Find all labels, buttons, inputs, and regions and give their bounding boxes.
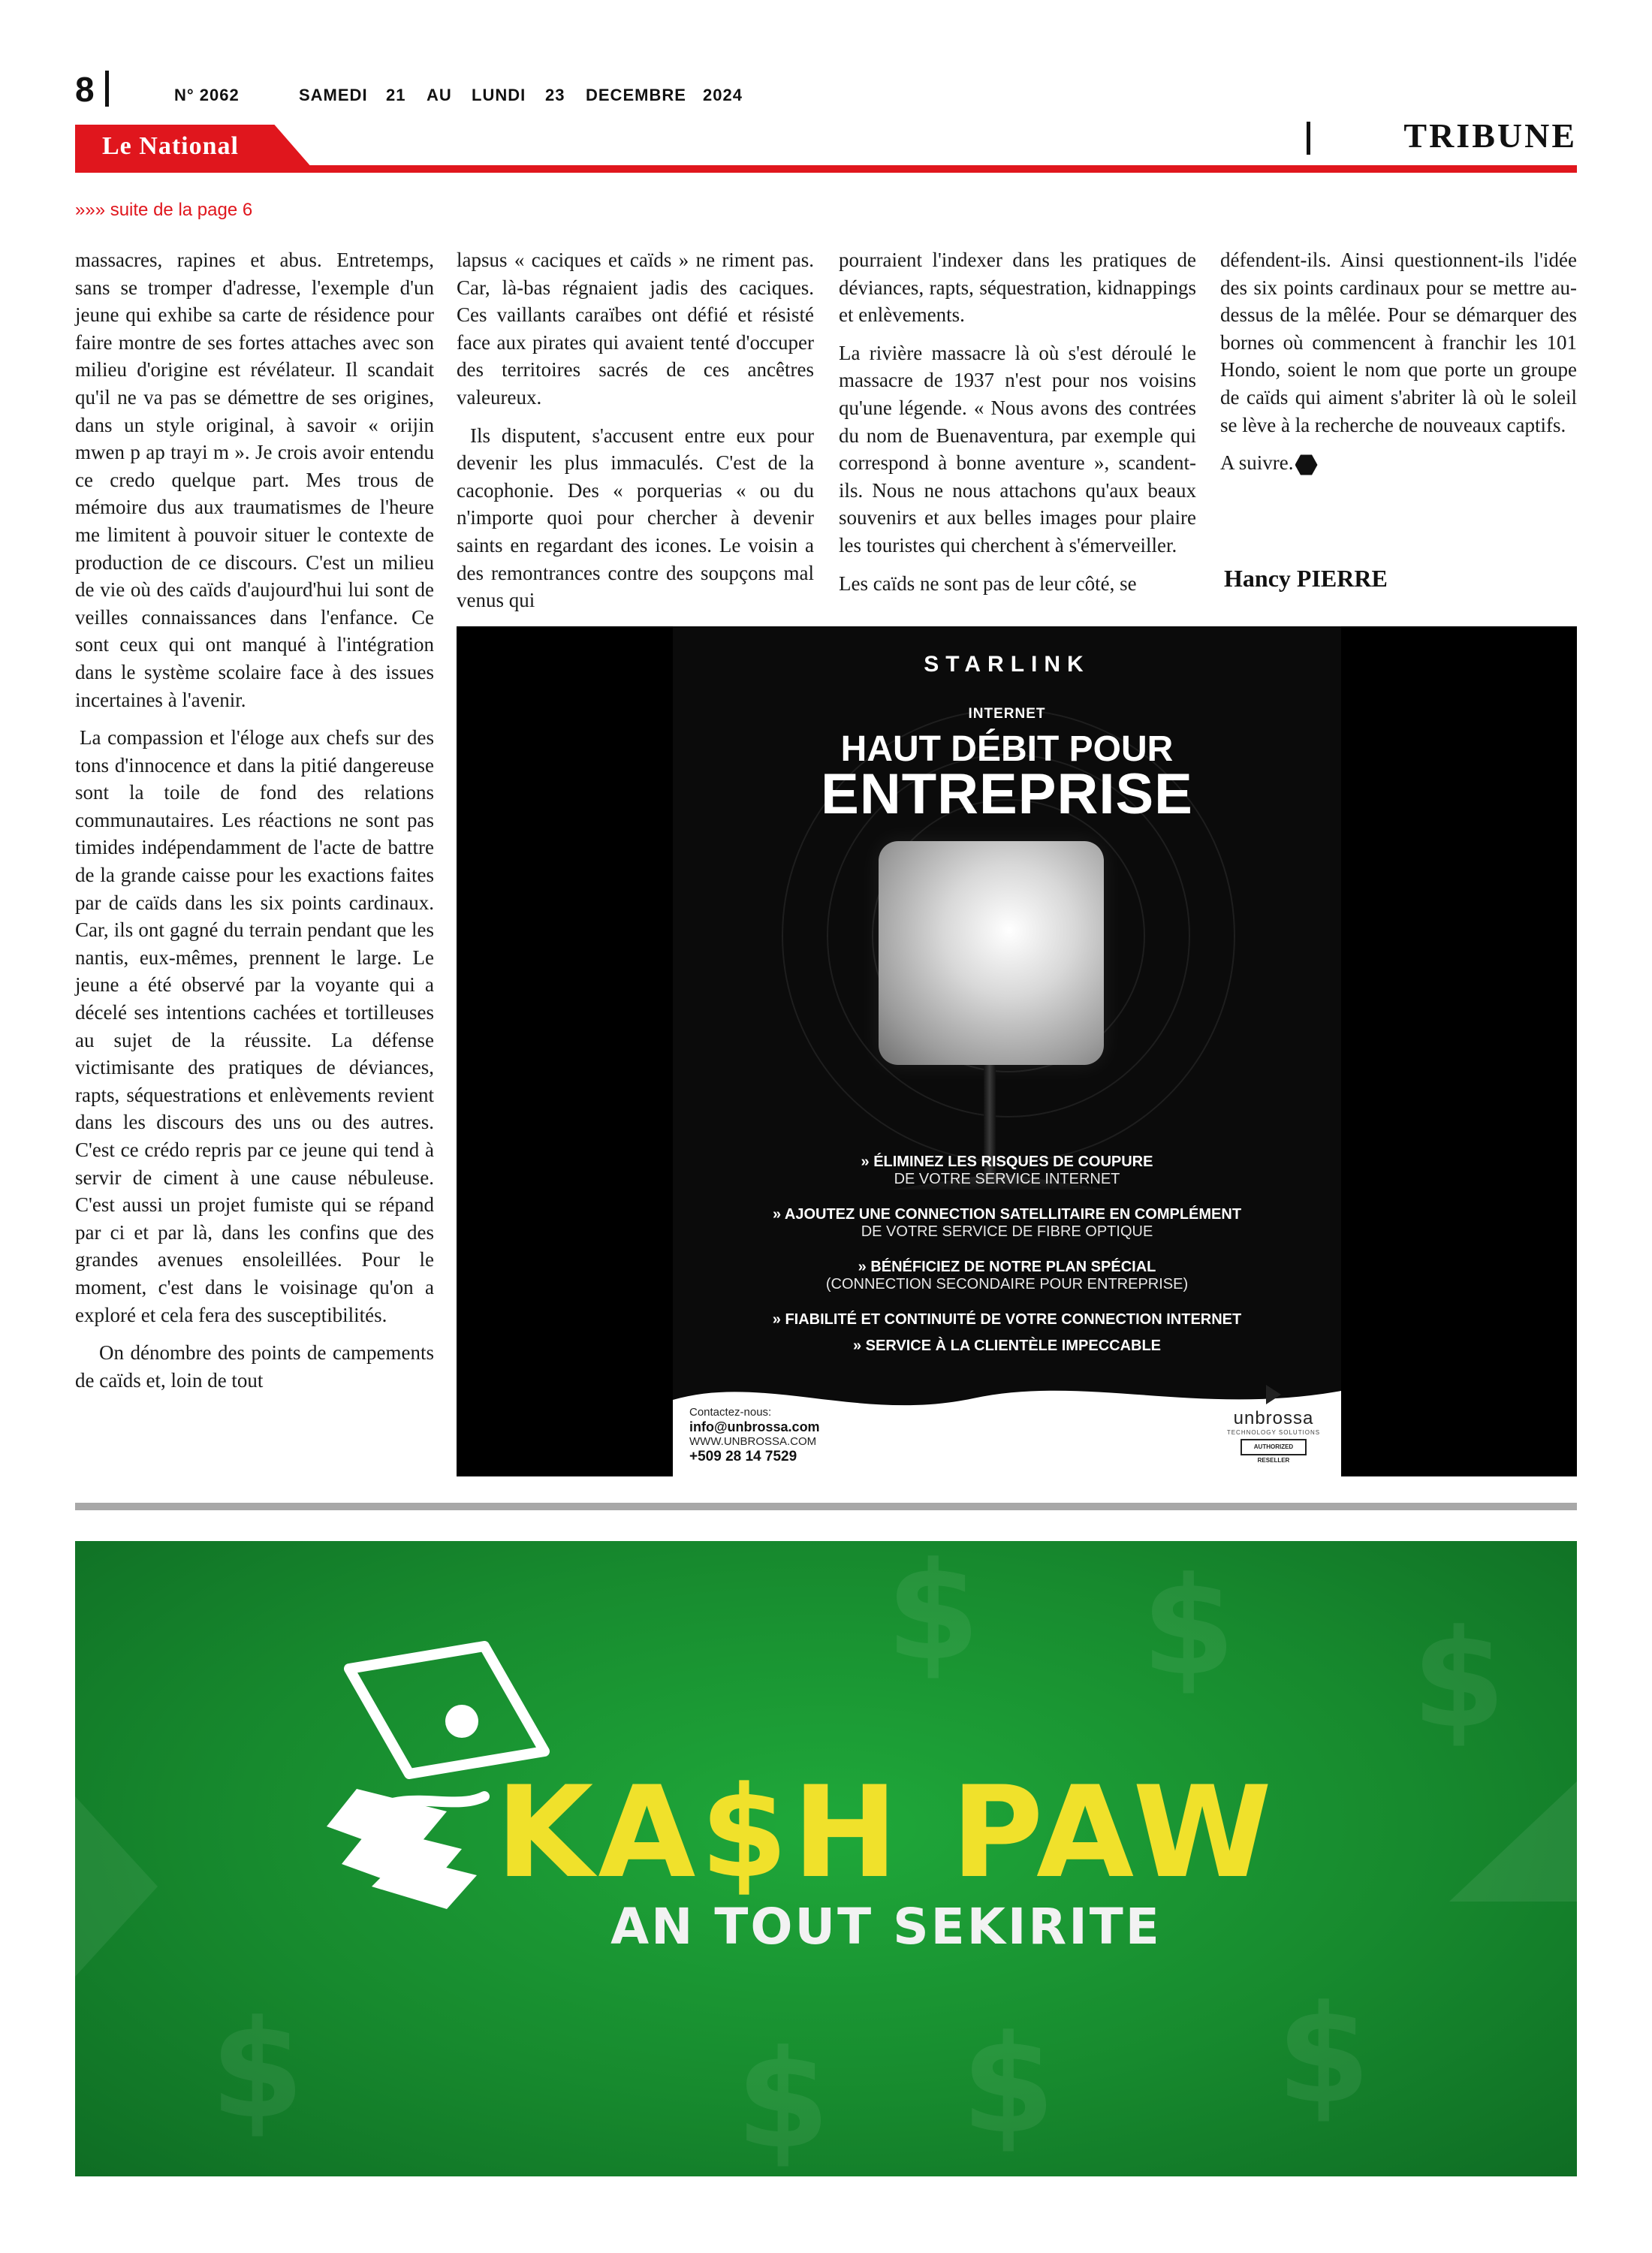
ad-kicker: INTERNET [968,706,1046,722]
dollar-pattern-icon: $ [1277,1977,1371,2134]
feature-item-detail: DE VOTRE SERVICE INTERNET [894,1171,1120,1187]
starlink-wordmark: STARLINK [924,652,1090,677]
date-num-end: 23 [545,86,565,104]
satellite-dish-icon [879,841,1104,1065]
dollar-pattern-icon: $ [1141,1549,1236,1706]
ad-headline-line-1: HAUT DÉBIT POUR [840,729,1174,769]
feature-item: » FIABILITÉ ET CONTINUITÉ DE VOTRE CONNECTION INTERNET [772,1311,1242,1328]
dollar-pattern-icon: $ [210,1992,305,2149]
reseller-logo [1221,1385,1326,1464]
date-year: 2024 [703,86,743,104]
reseller-badge: AUTHORIZED RESELLER [1241,1439,1307,1455]
paragraph: La compassion et l'éloge aux chefs sur des tons d'innocence et dans la pitié dangereuse sont la toile de fond des relations communautaires. Les réactions ne sont pas timides indépendamment de l'acte de battre de la grande caisse pour les exactions faites par de caïds dans les six points cardinaux. Car, ils ont gagné du terrain pendant que les nantis, eux-mêmes, prennent le large. Le jeune a été observé par la voyante qui a décelé ses intentions cachées et tortilleuses au sujet de la réussite. La défense victimisante des pratiques de déviances, rapts, séquestrations et enlèvements revient dans les discours des uns ou des autres. C'est ce crédo repris par ce jeune qui tend à servir de ciment à une cause nébuleuse. C'est aussi un projet fumiste qui se répand par ci et par là, dans les confins que des grandes avenues ensoleillées. Pour le moment, c'est dans le voisinage qu'on a exploré et cela fera des susceptibilités. [75,726,434,1326]
date-au: AU [427,86,452,104]
dollar-pattern-icon: $ [886,1541,981,1691]
end-mark-icon [1295,454,1318,476]
dollar-pattern-icon: $ [961,2007,1056,2164]
paragraph: lapsus « caciques et caïds » ne riment pas. Car, là-bas régnaient jadis des caciques. Ces vaillants caraïbes ont défié et résisté face aux pirates qui avaient tenté d'occuper des territoires sacrés de ces ancêtres valeureux. [457,249,814,409]
ad-panel [673,626,1341,1476]
dollar-pattern-icon: $ [1412,1601,1506,1758]
kashpaw-tagline: AN TOUT SEKIRITE [610,1898,1162,1956]
date-month: DECEMBRE [586,86,686,104]
paragraph: pourraient l'indexer dans les pratiques de déviances, rapts, séquestration, kidnappings et enlèvements. [839,249,1196,327]
dollar-pattern-icon: $ [736,2022,831,2176]
article-column-2 [457,246,814,625]
reseller-tagline: TECHNOLOGY SOLUTIONS [1226,1429,1321,1436]
paragraph: La rivière massacre là où s'est déroulé le massacre de 1937 n'est pour nos voisins qu'une légende. « Nous avons des contrées du nom de Buenaventura, par exemple qui correspond à bonne aventure », scandent-ils. Nous ne nous attachons qu'aux beaux souvenirs et aux belles images pour plaire les touristes qui cherchent à s'émerveiller. [839,341,1196,556]
play-logo-icon [1266,1385,1281,1404]
paragraph: On dénombre des points de campements de caïds et, loin de tout [75,1341,434,1392]
feature-item: » BÉNÉFICIEZ DE NOTRE PLAN SPÉCIAL [858,1259,1156,1275]
ad-divider [75,1503,1577,1510]
continued-from-link[interactable]: »»» suite de la page 6 [75,200,253,220]
contact-email-link[interactable]: info@unbrossa.com [689,1419,820,1434]
date-day-end: LUNDI [472,86,526,104]
paragraph: Les caïds ne sont pas de leur côté, se [839,572,1137,595]
article-column-3 [839,246,1196,608]
to-follow-note [1220,449,1577,477]
paragraph: Ils disputent, s'accusent entre eux pour devenir les plus immaculés. C'est de la cacophonie. Des « porquerias « ou du n'importe quoi pour chercher à devenir saints en regardant des icones. Le voisin a des remontrances contre des soupçons mal venus qui [457,424,814,612]
header-rule [75,165,1577,173]
starlink-advertisement[interactable] [457,626,1577,1476]
feature-item-detail: (CONNECTION SECONDAIRE POUR ENTREPRISE) [825,1276,1189,1292]
kashpaw-title: KA$H PAW [496,1759,1277,1906]
feature-item: » SERVICE À LA CLIENTÈLE IMPECCABLE [852,1338,1162,1354]
article-column-1 [75,246,434,1404]
ad-contact-block [689,1406,820,1465]
author-byline: Hancy PIERRE [1224,565,1388,592]
ad-feature-list [673,1154,1341,1355]
contact-label: Contactez-nous: [689,1406,772,1419]
feature-item: » AJOUTEZ UNE CONNECTION SATELLITAIRE EN COMPLÉMENT [772,1206,1242,1223]
header-divider [105,71,109,107]
feature-item-detail: DE VOTRE SERVICE DE FIBRE OPTIQUE [861,1223,1153,1240]
paragraph: défendent-ils. Ainsi questionnent-ils l'idée des six points cardinaux pour se mettre au-dessus de la mêlée. Pour se démarquer des bornes où commencent à franchir les 101 Hondo, soient le nom que porte un groupe de caïds qui aiment s'abriter là où le soleil se lève à la recherche de nouveaux captifs. [1220,249,1577,436]
ad-headline-line-2: ENTREPRISE [821,762,1193,826]
page-number: 8 [75,70,95,109]
to-follow-text: A suivre. [1220,451,1294,475]
brand-logo: Le National [102,132,239,160]
section-divider [1307,122,1310,155]
contact-website-link[interactable]: WWW.UNBROSSA.COM [689,1435,817,1448]
feature-item: » ÉLIMINEZ LES RISQUES DE COUPURE [861,1154,1153,1170]
section-title: TRIBUNE [1403,116,1577,155]
contact-phone[interactable]: +509 28 14 7529 [689,1449,797,1464]
issue-number: N° 2062 [174,86,240,104]
date-num-start: 21 [386,86,406,104]
paragraph: massacres, rapines et abus. Entretemps, sans se tromper d'adresse, l'exemple d'un jeune qui exhibe sa carte de résidence pour faire montre de ses fortes attaches avec son milieu d'origine est révélateur. Il scandait qu'il ne va pas se démettre de ses origines, dans un style original, à savoir « orijin mwen p ap trayi m ». Je crois avoir entendu ce credo quelque part. Mes trous de mémoire dus aux traumatismes de l'heure me limitent à pouvoir situer le contexte de production de ce discours. C'est un milieu de vie où des caïds d'aujourd'hui lui sont de veilles connaissances dans l'enfance. Ce sont ceux qui ont manqué à l'intégration dans le système scolaire face à des issues incertaines à l'avenir. [75,249,434,711]
article-column-4 [1220,246,1577,487]
reseller-name: unbrossa [1233,1408,1314,1428]
kashpaw-advertisement[interactable] [75,1541,1577,2176]
date-day-start: SAMEDI [299,86,368,104]
